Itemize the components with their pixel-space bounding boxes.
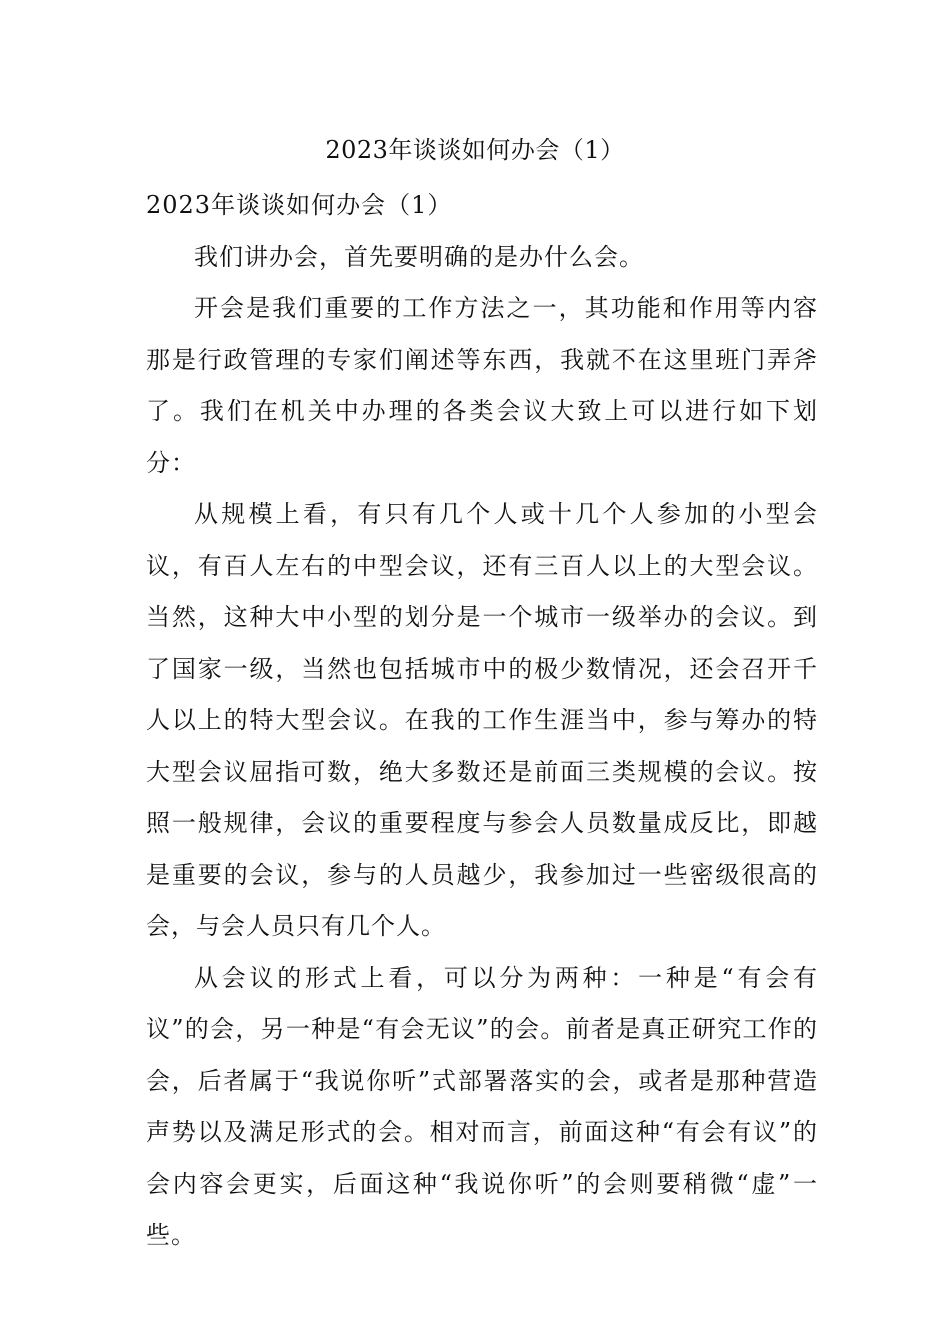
page-title: 2023年谈谈如何办会（1） [325,136,625,164]
document-body [146,180,818,1262]
paragraph-1: 我们讲办会，首先要明确的是办什么会。 [194,242,644,271]
document-subtitle: 2023年谈谈如何办会（1） [146,191,453,219]
paragraph-2: 开会是我们重要的工作方法之一，其功能和作用等内容那是行政管理的专家们阐述等东西，我就不在这里班门弄斧了。我们在机关中办理的各类会议大致上可以进行如下划分： [146,294,818,477]
paragraph-4: 从会议的形式上看，可以分为两种：一种是“有会有议”的会，另一种是“有会无议”的会。前者是真正研究工作的会，后者属于“我说你听”式部署落实的会，或者是那种营造声势以及满足形式的会。相对而言，前面这种“有会有议”的会内容会更实，后面这种“我说你听”的会则要稍微“虚”一些。 [146,963,818,1249]
paragraph-3: 从规模上看，有只有几个人或十几个人参加的小型会议，有百人左右的中型会议，还有三百人以上的大型会议。当然，这种大中小型的划分是一个城市一级举办的会议。到了国家一级，当然也包括城市中的极少数情况，还会召开千人以上的特大型会议。在我的工作生涯当中，参与筹办的特大型会议屈指可数，绝大多数还是前面三类规模的会议。按照一般规律，会议的重要程度与参会人员数量成反比，即越是重要的会议，参与的人员越少，我参加过一些密级很高的会，与会人员只有几个人。 [146,500,818,940]
